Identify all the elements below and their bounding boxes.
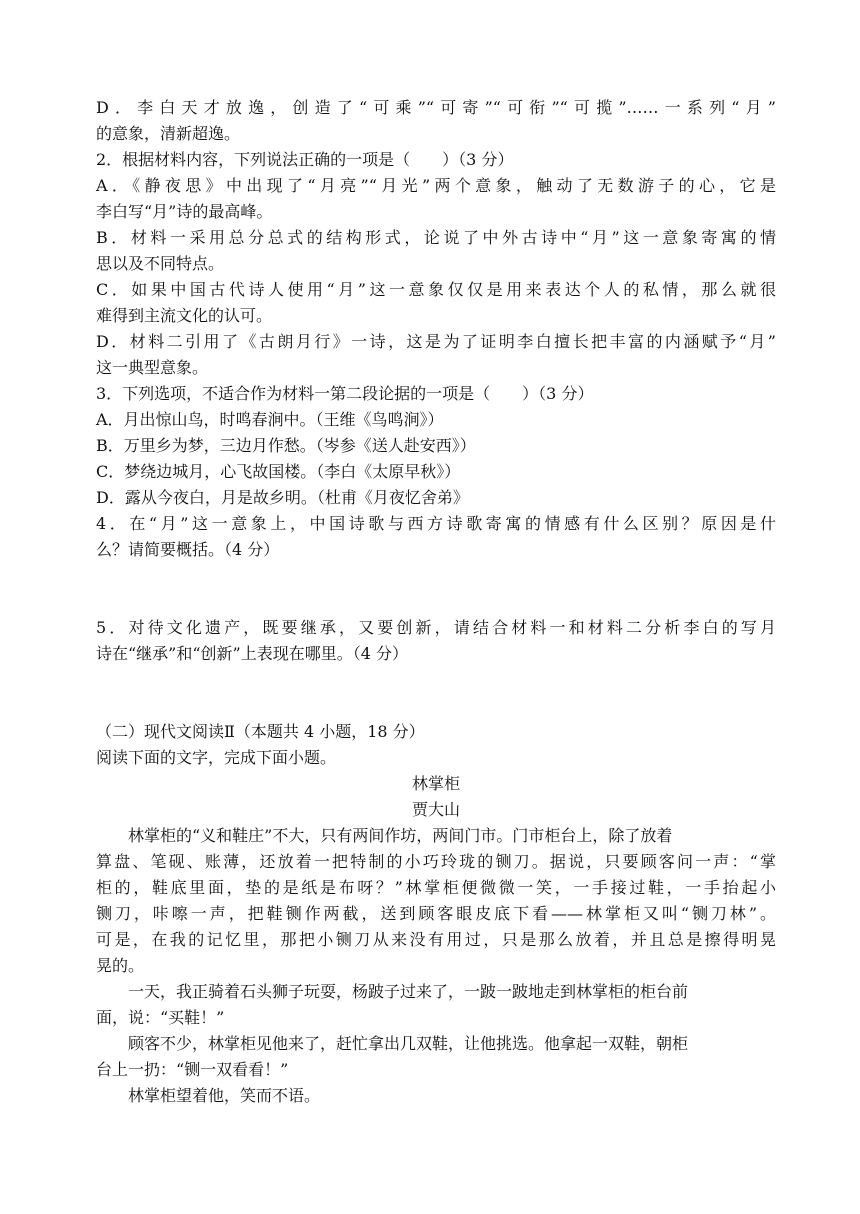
story-p4: 林掌柜望着他，笑而不语。	[128, 1086, 321, 1105]
q2-option-a-line1: A．《静夜思》中出现了“月亮”“月光”两个意象，触动了无数游子的心，它是	[96, 176, 776, 195]
story-p3-line1: 顾客不少，林掌柜见他来了，赶忙拿出几双鞋，让他挑选。他拿起一双鞋，朝柜	[128, 1034, 689, 1053]
story-p3-line2: 台上一扔：“铡一双看看！”	[96, 1060, 289, 1079]
q3-option-d: D．露从今夜白，月是故乡明。（杜甫《月夜忆舍弟》	[96, 488, 469, 507]
story-p2-line1: 一天，我正骑着石头狮子玩耍，杨跛子过来了，一跛一跛地走到林掌柜的柜台前	[128, 982, 689, 1001]
q4-line2: 么？请简要概括。（4 分）	[96, 540, 280, 559]
story-title: 林掌柜	[411, 774, 460, 793]
reading-instruction: 阅读下面的文字，完成下面小题。	[96, 748, 337, 767]
q2-option-d-line1: D．材料二引用了《古朗月行》一诗，这是为了证明李白擅长把丰富的内涵赋予“月”	[96, 332, 776, 351]
q2-option-d-line2: 这一典型意象。	[96, 358, 209, 377]
section-heading: （二）现代文阅读Ⅱ（本题共 4 小题，18 分）	[96, 722, 425, 741]
q3-option-a: A．月出惊山鸟，时鸣春涧中。（王维《鸟鸣涧》）	[96, 410, 444, 429]
q2-option-c-line2: 难得到主流文化的认可。	[96, 306, 273, 325]
q2-stem: 2．根据材料内容，下列说法正确的一项是（ ）（3 分）	[96, 150, 514, 169]
story-author: 贾大山	[411, 800, 460, 819]
story-p1-line3: 柜的，鞋底里面，垫的是纸是布呀？”林掌柜便微微一笑，一手接过鞋，一手抬起小	[96, 878, 776, 897]
q3-stem: 3．下列选项，不适合作为材料一第二段论据的一项是（ ）（3 分）	[96, 384, 594, 403]
story-p1-line1: 林掌柜的“义和鞋庄”不大，只有两间作坊，两间门市。门市柜台上，除了放着	[128, 826, 673, 845]
q3-option-b: B．万里乡为梦，三边月作愁。（岑参《送人赴安西》）	[96, 436, 476, 455]
q5-line1: 5．对待文化遗产，既要继承，又要创新，请结合材料一和材料二分析李白的写月	[96, 618, 776, 637]
story-p1-line2: 算盘、笔砚、账薄，还放着一把特制的小巧玲珑的铡刀。据说，只要顾客问一声：“掌	[96, 852, 776, 871]
q4-line1: 4．在“月”这一意象上，中国诗歌与西方诗歌寄寓的情感有什么区别？原因是什	[96, 514, 776, 533]
q2-option-c-line1: C．如果中国古代诗人使用“月”这一意象仅仅是用来表达个人的私情，那么就很	[96, 280, 776, 299]
story-p1-line6: 晃的。	[96, 956, 145, 975]
q2-option-b-line2: 思以及不同特点。	[96, 254, 225, 273]
q1-option-d-line2: 的意象，清新超逸。	[96, 124, 241, 143]
q2-option-a-line2: 李白写“月”诗的最高峰。	[96, 202, 273, 221]
q1-option-d-line1: D．李白天才放逸，创造了“可乘”“可寄”“可衔”“可揽”……一系列“月”	[96, 98, 776, 117]
story-p2-line2: 面，说：“买鞋！”	[96, 1008, 225, 1027]
q3-option-c: C．梦绕边城月，心飞故国楼。（李白《太原早秋》）	[96, 462, 461, 481]
q5-line2: 诗在“继承”和“创新”上表现在哪里。（4 分）	[96, 644, 408, 663]
q2-option-b-line1: B．材料一采用总分总式的结构形式，论说了中外古诗中“月”这一意象寄寓的情	[96, 228, 776, 247]
story-p1-line4: 铡刀，咔嚓一声，把鞋铡作两截，送到顾客眼皮底下看——林掌柜又叫“铡刀林”。	[96, 904, 776, 923]
story-p1-line5: 可是，在我的记忆里，那把小铡刀从来没有用过，只是那么放着，并且总是擦得明晃	[96, 930, 776, 949]
